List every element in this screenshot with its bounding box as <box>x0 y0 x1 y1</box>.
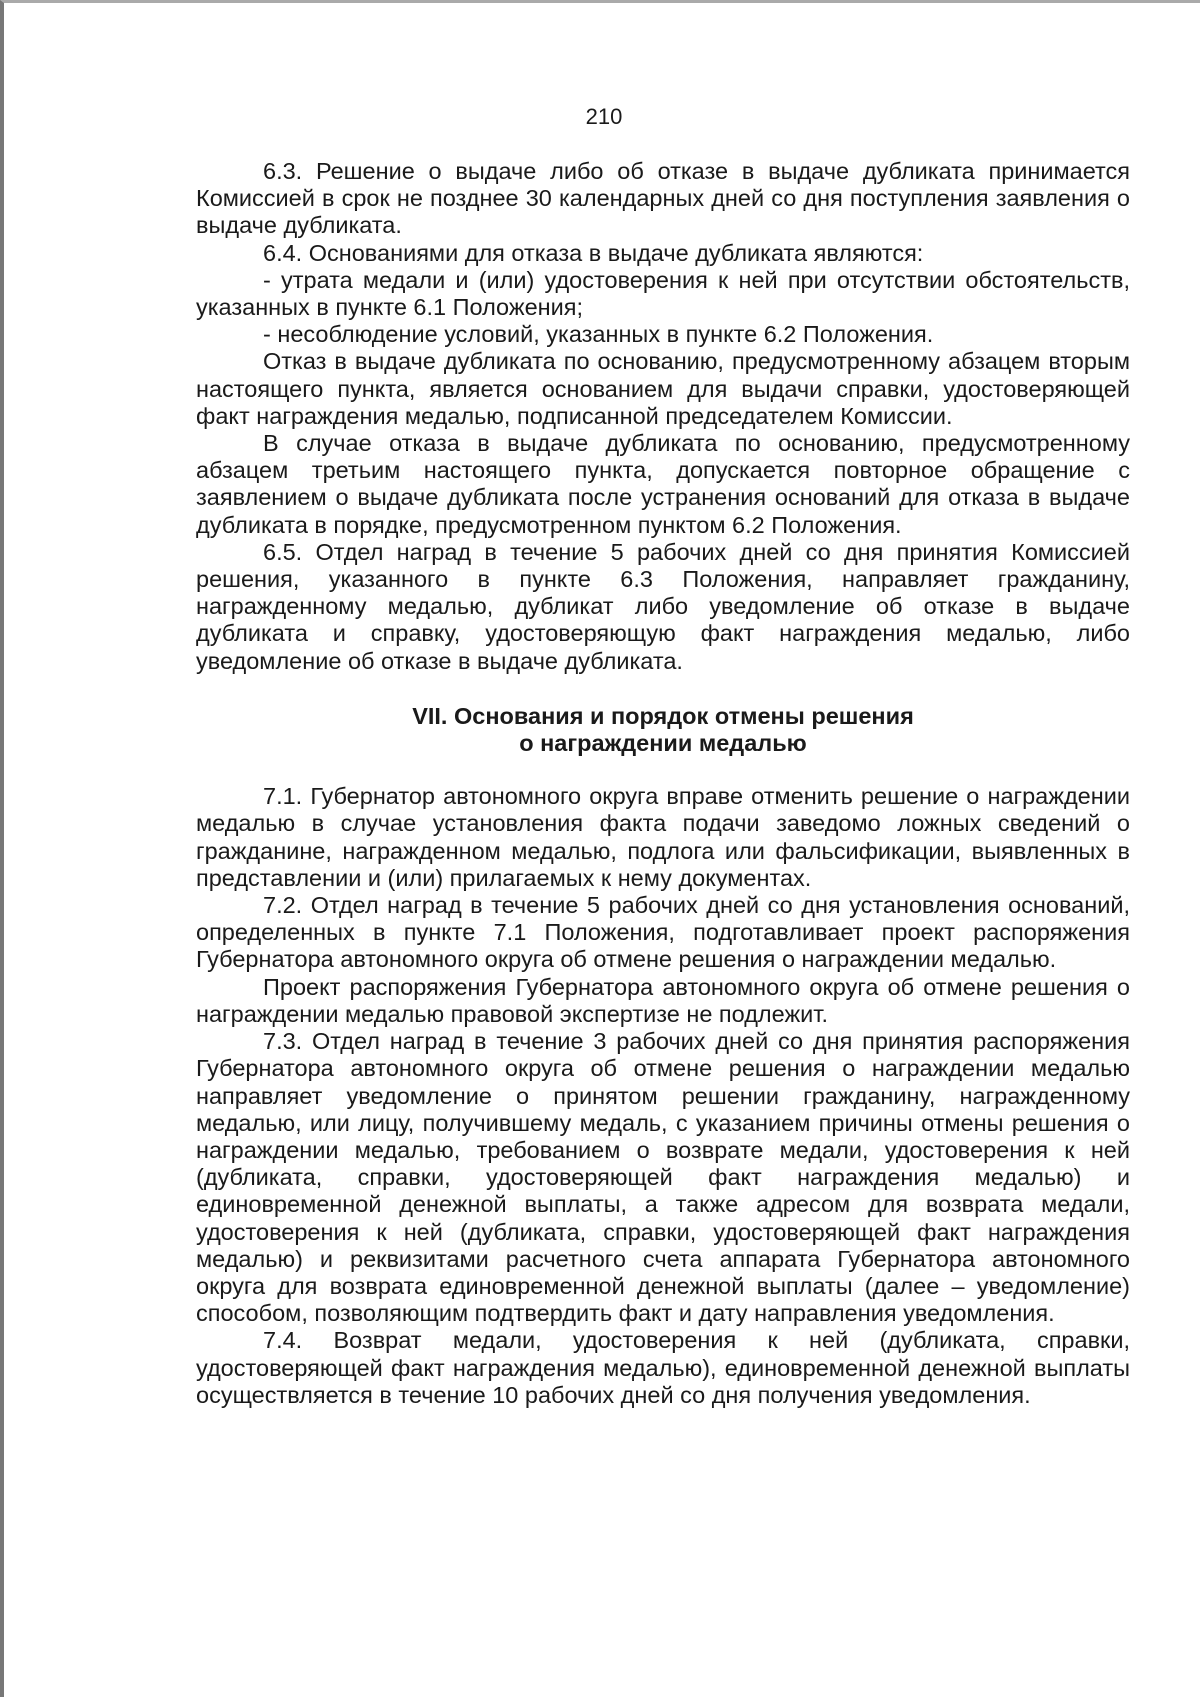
paragraph-6-4-item-1: - утрата медали и (или) удостоверения к ней при отсутствии обстоятельств, указанных в пункте 6.1 Положения; <box>196 266 1130 321</box>
paragraph-7-1: 7.1. Губернатор автономного округа вправе отменить решение о награждении медалью в случае установления факта подачи заведомо ложных сведений о гражданине, награжденном медалью, подлога или фальсификации, выявленных в представлении и (или) прилагаемых к нему документах. <box>196 783 1130 891</box>
section-heading-line-2: о награждении медалью <box>519 730 807 757</box>
paragraph-7-3: 7.3. Отдел наград в течение 3 рабочих дней со дня принятия распоряжения Губернатора автономного округа об отмене решения о награждении медалью направляет уведомление о принятом решении гражданину, награжденному медалью, или лицу, получившему медаль, с указанием причины отмены решения о награждении медалью, требованием о возврате медали, удостоверения к ней (дубликата, справки, удостоверяющей факт награждения медалью) и единовременной денежной выплаты, а также адресом для возврата медали, удостоверения к ней (дубликата, справки, удостоверяющей факт награждения медалью) и реквизитами расчетного счета аппарата Губернатора автономного округа для возврата единовременной денежной выплаты (далее – уведомление) способом, позволяющим подтвердить факт и дату направления уведомления. <box>196 1028 1130 1327</box>
page-number: 210 <box>585 104 623 129</box>
paragraph-6-5: 6.5. Отдел наград в течение 5 рабочих дней со дня принятия Комиссией решения, указанного в пункте 6.3 Положения, направляет гражданину, награжденному медалью, дубликат либо уведомление об отказе в выдаче дубликата и справку, удостоверяющую факт награждения медалью, либо уведомление об отказе в выдаче дубликата. <box>196 538 1130 674</box>
paragraph-6-3: 6.3. Решение о выдаче либо об отказе в выдаче дубликата принимается Комиссией в срок не позднее 30 календарных дней со дня поступления заявления о выдаче дубликата. <box>196 158 1130 239</box>
section-heading-line-1: VII. Основания и порядок отмены решения <box>412 702 914 729</box>
paragraph-7-2: 7.2. Отдел наград в течение 5 рабочих дней со дня установления оснований, определенных в пункте 7.1 Положения, подготавливает проект распоряжения Губернатора автономного округа об отмене решения о награждении медалью. <box>196 892 1130 973</box>
paragraph-6-4-refusal-1: Отказ в выдаче дубликата по основанию, предусмотренному абзацем вторым настоящего пункта, является основанием для выдачи справки, удостоверяющей факт награждения медалью, подписанной председателем Комиссии. <box>196 348 1130 429</box>
document-body <box>196 158 1130 1409</box>
section-heading <box>196 703 1130 757</box>
paragraph-6-4-item-2: - несоблюдение условий, указанных в пункте 6.2 Положения. <box>263 321 934 348</box>
paragraph-7-4: 7.4. Возврат медали, удостоверения к ней (дубликата, справки, удостоверяющей факт награждения медалью), единовременной денежной выплаты осуществляется в течение 10 рабочих дней со дня получения уведомления. <box>196 1327 1130 1408</box>
paragraph-6-4: 6.4. Основаниями для отказа в выдаче дубликата являются: <box>263 239 924 266</box>
paragraph-7-2-note: Проект распоряжения Губернатора автономного округа об отмене решения о награждении медалью правовой экспертизе не подлежит. <box>196 973 1130 1027</box>
paragraph-6-4-refusal-2: В случае отказа в выдаче дубликата по основанию, предусмотренному абзацем третьим настоящего пункта, допускается повторное обращение с заявлением о выдаче дубликата после устранения оснований для отказа в выдаче дубликата в порядке, предусмотренном пунктом 6.2 Положения. <box>196 430 1130 538</box>
